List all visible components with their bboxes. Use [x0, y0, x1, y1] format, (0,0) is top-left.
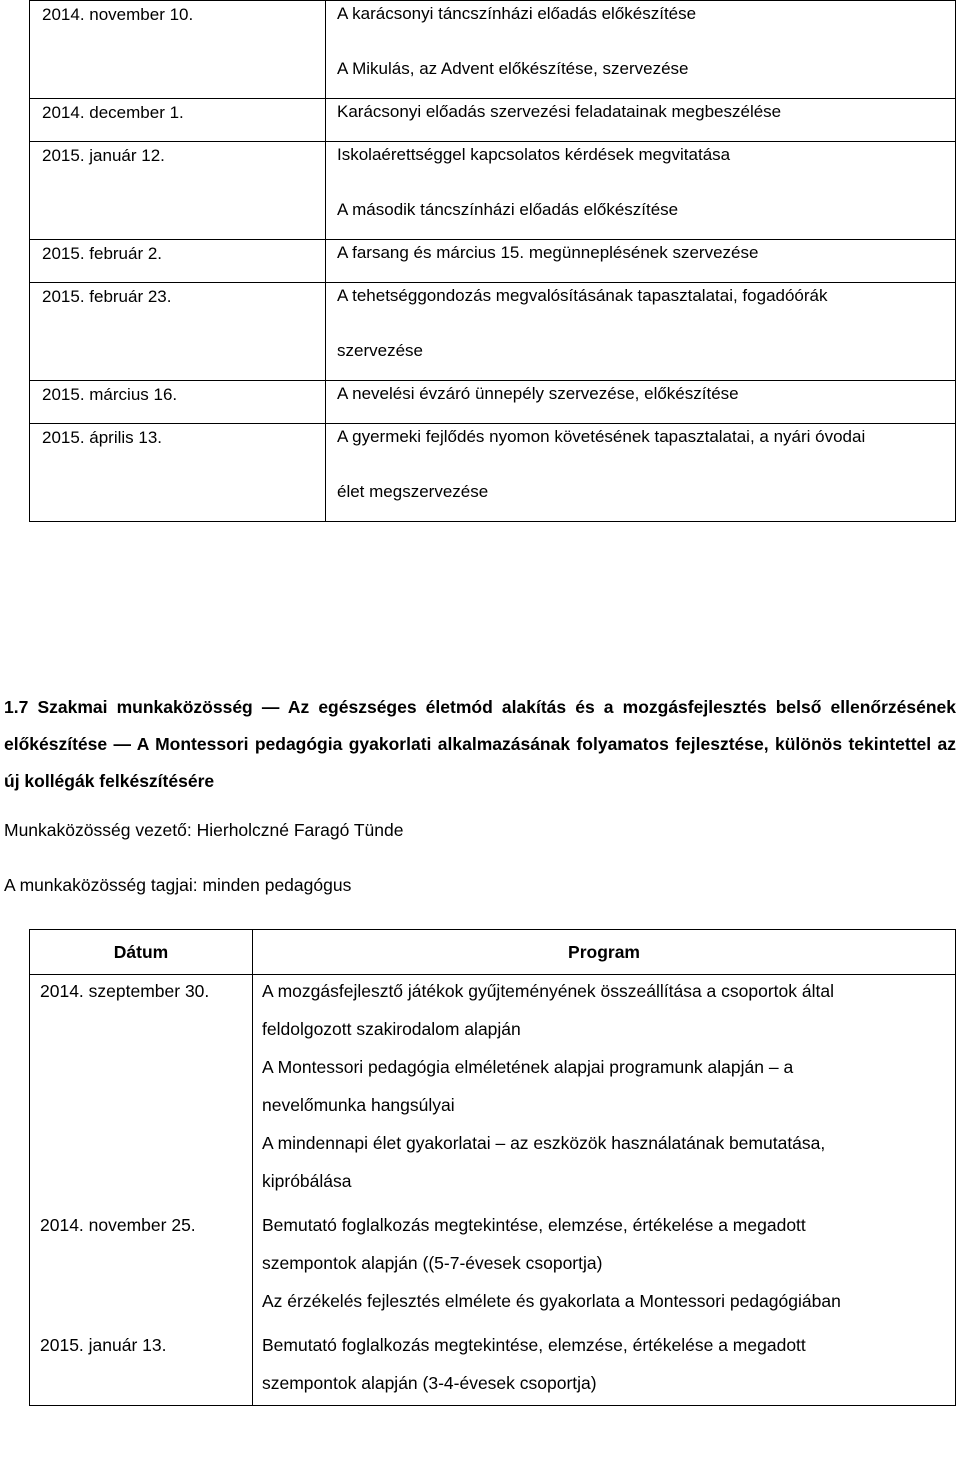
- program-cell: [326, 99, 956, 142]
- column-header-program: Program: [253, 930, 956, 975]
- date-cell: 2015. február 23.: [30, 283, 326, 381]
- program-line: Karácsonyi előadás szervezési feladatainak megbeszélése: [337, 102, 782, 121]
- table-row: [30, 381, 956, 424]
- table-header-row: [30, 930, 956, 975]
- program-line: Bemutató foglalkozás megtekintése, elemzése, értékelése a megadott: [262, 1335, 806, 1355]
- program-line: szempontok alapján ((5-7-évesek csoportja): [262, 1253, 603, 1273]
- table-row: [30, 240, 956, 283]
- date-cell: 2015. január 13.: [30, 1329, 253, 1406]
- table-row: [30, 975, 956, 1210]
- column-header-date: Dátum: [30, 930, 253, 975]
- program-line: A második táncszínházi előadás előkészítése: [337, 200, 679, 219]
- schedule-table-1: [29, 0, 956, 522]
- program-line: A tehetséggondozás megvalósításának tapasztalatai, fogadóórák: [337, 286, 828, 305]
- program-line: szempontok alapján (3-4-évesek csoportja): [262, 1373, 597, 1393]
- program-cell: [326, 1, 956, 99]
- program-line: nevelőmunka hangsúlyai: [262, 1095, 455, 1115]
- program-line: élet megszervezése: [337, 482, 489, 501]
- date-cell: 2015. április 13.: [30, 424, 326, 522]
- program-cell: [326, 381, 956, 424]
- program-line: A mozgásfejlesztő játékok gyűjteményének összeállítása a csoportok által: [262, 981, 834, 1001]
- program-cell: [326, 142, 956, 240]
- program-line: A nevelési évzáró ünnepély szervezése, előkészítése: [337, 384, 739, 403]
- program-line: A karácsonyi táncszínházi előadás előkészítése: [337, 4, 697, 23]
- program-cell: [326, 424, 956, 522]
- program-line: feldolgozott szakirodalom alapján: [262, 1019, 521, 1039]
- program-line: A Montessori pedagógia elméletének alapjai programunk alapján – a: [262, 1057, 794, 1077]
- date-cell: 2014. december 1.: [30, 99, 326, 142]
- program-line: kipróbálása: [262, 1171, 352, 1191]
- schedule-table-2: [29, 929, 956, 1406]
- date-cell: 2015. február 2.: [30, 240, 326, 283]
- table-row: [30, 283, 956, 381]
- table-row: [30, 1329, 956, 1406]
- members-line: A munkaközösség tagjai: minden pedagógus: [4, 875, 352, 895]
- program-line: Iskolaérettséggel kapcsolatos kérdések megvitatása: [337, 145, 731, 164]
- section-heading: 1.7 Szakmai munkaközösség — Az egészséges életmód alakítás és a mozgásfejlesztés belső ellenőrzésének előkészítése — A Montessori pedagógia gyakorlati alkalmazásának folyamatos fejlesztése, különös tekintettel az új kollégák felkészítésére: [4, 697, 956, 791]
- date-cell: 2015. január 12.: [30, 142, 326, 240]
- table-row: [30, 1, 956, 99]
- program-cell: [326, 283, 956, 381]
- program-line: A mindennapi élet gyakorlatai – az eszközök használatának bemutatása,: [262, 1133, 826, 1153]
- date-cell: 2014. november 10.: [30, 1, 326, 99]
- leader-line: Munkaközösség vezető: Hierholczné Faragó Tünde: [4, 820, 404, 840]
- table-row: [30, 424, 956, 522]
- program-line: A gyermeki fejlődés nyomon követésének tapasztalatai, a nyári óvodai: [337, 427, 866, 446]
- program-cell: [326, 240, 956, 283]
- date-cell: 2014. november 25.: [30, 1209, 253, 1329]
- program-cell: [253, 1329, 956, 1406]
- program-line: A Mikulás, az Advent előkészítése, szervezése: [337, 59, 689, 78]
- date-cell: 2015. március 16.: [30, 381, 326, 424]
- program-line: A farsang és március 15. megünneplésének szervezése: [337, 243, 759, 262]
- program-line: Az érzékelés fejlesztés elmélete és gyakorlata a Montessori pedagógiában: [262, 1291, 841, 1311]
- program-line: szervezése: [337, 341, 423, 360]
- program-line: Bemutató foglalkozás megtekintése, elemzése, értékelése a megadott: [262, 1215, 806, 1235]
- program-cell: [253, 1209, 956, 1329]
- date-cell: 2014. szeptember 30.: [30, 975, 253, 1210]
- table-row: [30, 99, 956, 142]
- program-cell: [253, 975, 956, 1210]
- table-row: [30, 1209, 956, 1329]
- table-row: [30, 142, 956, 240]
